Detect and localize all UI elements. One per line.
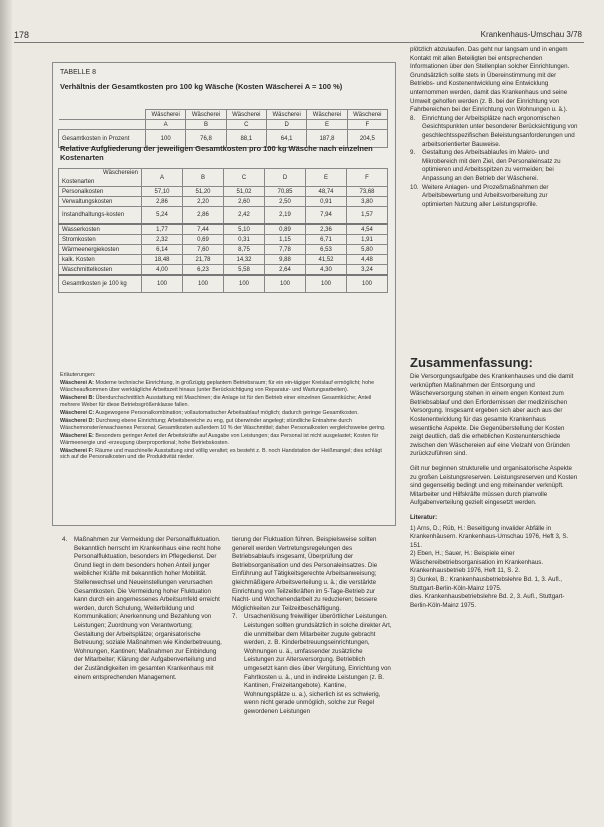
table-cell: 100 bbox=[224, 275, 265, 293]
row-label: Gesamtkosten in Prozent bbox=[59, 130, 146, 148]
table-cell: 21,78 bbox=[183, 255, 224, 265]
col-letter: F bbox=[347, 169, 388, 187]
row-label: Stromkosten bbox=[59, 235, 142, 245]
table-cell: 1,77 bbox=[142, 224, 183, 235]
item-number: 9. bbox=[410, 149, 416, 157]
legend-item-name: Wäscherei D: bbox=[60, 418, 95, 425]
summary-paragraph: Die Versorgungsaufgabe des Krankenhauses und die damit verknüpften Maßnahmen der Entsorgung und Wäscheversorgung stehen in einem engen Kontext zum Betriebsablauf und den Erfordernissen der medizinischen Versorgung. Insgesamt ergeben sich aber auch aus der Kostenentwicklung für das gesamte Krankenhaus wesentliche Aspekte. Die Gegenüberstellung der Kosten zeigt deutlich, daß die erheblichen Kostenunterschiede zwischen den Wäschereien auf eine Vielzahl von Gründen zurückzuführen sind. bbox=[410, 373, 574, 458]
table-cell: 204,5 bbox=[347, 130, 387, 148]
table-cell: 0,89 bbox=[265, 224, 306, 235]
legend-item-text: Durchweg ebene Einrichtung; Arbeitsbereiche zu eng, gut überwinder angelegt; stündliche Entnahme durch Wäschemonster/erwachsenes Personal; Gesamtkosten außerdem 10 % der Waschmittel; daher Personalkosten vergleichsweise gering. bbox=[60, 418, 386, 431]
table-cell: 48,74 bbox=[306, 187, 347, 197]
table-cell: 6,23 bbox=[183, 265, 224, 276]
table-cell: 9,88 bbox=[265, 255, 306, 265]
table2-body bbox=[59, 187, 388, 293]
right-column-text bbox=[410, 46, 578, 209]
journal-title: Krankenhaus-Umschau 3/78 bbox=[480, 30, 582, 39]
empty-cell bbox=[59, 120, 146, 130]
col-letter: D bbox=[266, 120, 306, 130]
table-cell: 2,50 bbox=[265, 197, 306, 207]
table-row bbox=[59, 265, 388, 276]
table-cell: 5,10 bbox=[224, 224, 265, 235]
table-row bbox=[59, 224, 388, 235]
table-cell: 0,31 bbox=[224, 235, 265, 245]
table-cell: 2,20 bbox=[183, 197, 224, 207]
bottom-left-column bbox=[62, 536, 222, 682]
table-cell: 2,36 bbox=[306, 224, 347, 235]
col-head: Wäscherei bbox=[307, 110, 347, 120]
item-text: Ursachenlösung freiwilliger überörtlicher Leistungen. Leistungen sollten grundsätzlich in solche direkter Art, die unmittelbar dem Mitarbeiter zugute gebracht werden, z. B. Kinderbetreuungseinrichtungen, Wohnungen u. ä., umfassender zusätzliche Leistungen zur Altersversorgung. Betrieblich umgesetzt kann dies über Vergütung, Einrichtung von Fahrtkosten u. ä., und in indirekte Leistungen (z. B. Kantinen, Freizeitangebote). Kantine, Wohnungsplätze u. a.), sicherlich ist es schwierig, wenn nicht gerade unmöglich, solche zur Regel gewordenen Leistungen bbox=[244, 613, 392, 715]
legend-item-text: Räume und maschinelle Ausstattung sind völlig veraltet; es besteht z. B. noch Handstation der Heißmangel; dies schlägt sich auf die Personalkosten und die Produktivität nieder. bbox=[60, 448, 382, 461]
table-cell: 4,00 bbox=[142, 265, 183, 276]
numbered-item bbox=[62, 536, 222, 682]
table-cell: 2,32 bbox=[142, 235, 183, 245]
table-cell: 1,57 bbox=[347, 207, 388, 225]
table-cell: 5,80 bbox=[347, 245, 388, 255]
table-cell: 2,86 bbox=[142, 197, 183, 207]
table-row bbox=[59, 187, 388, 197]
literature-entry: dies. Krankenhausbetriebslehre Bd. 2, 3. Aufl., Stuttgart-Berlin-Köln-Mainz 1975. bbox=[410, 593, 565, 609]
table-cell: 1,15 bbox=[265, 235, 306, 245]
bottom-right-column bbox=[232, 536, 392, 716]
item-text: Gestaltung des Arbeitsablaufes im Makro- und Mikrobereich mit dem Ziel, den Personaleinsatz zu optimieren und Arbeitsspitzen zu vermeiden; bei Anpassung an den Betrieb der Wäscherei. bbox=[422, 149, 561, 182]
legend-item-text: Ausgewogene Personalkombination; vollautomatischer Arbeitsablauf möglich; dadurch geringe Gesamtkosten. bbox=[95, 410, 359, 417]
item-text: Weitere Anlagen- und Prozeßmaßnahmen der Arbeitsbewertung und Arbeitsvorbereitung zur optimierten Nutzung aller Leistungsprofile. bbox=[422, 183, 549, 208]
summary-heading: Zusammenfassung: bbox=[410, 355, 533, 370]
table-cell: 51,02 bbox=[224, 187, 265, 197]
table-cell: 2,86 bbox=[183, 207, 224, 225]
corner-bottom: Kostenarten bbox=[62, 179, 95, 185]
table-cell: 57,10 bbox=[142, 187, 183, 197]
table-cell: 73,68 bbox=[347, 187, 388, 197]
legend-item-name: Wäscherei C: bbox=[60, 410, 95, 417]
legend-item-text: Moderne technische Einrichtung, in großzügig geplantem Betriebsraum; für ein ein-tägiger Kreislauf ermöglicht; hohe Wäscheaufkommen über werktägliche Arbeitszeit hinaus (unter Berücksichtigung von Reparatur- und Wartungsarbeiten). bbox=[60, 380, 375, 393]
legend-items bbox=[60, 380, 386, 460]
legend-item bbox=[60, 418, 386, 431]
table-label: TABELLE 8 bbox=[60, 69, 97, 76]
table-cell: 5,24 bbox=[142, 207, 183, 225]
row-label: Instandhaltungs-kosten bbox=[59, 207, 142, 225]
col-head: Wäscherei bbox=[347, 110, 387, 120]
legend-item-text: Überdurchschnittlich Ausstattung mit Maschinen; die Anlage ist für den Betrieb einer einzelnen Gesamtküche; Anteil mehrere Weber für diese Betriebsgrößenklasse fallen. bbox=[60, 395, 372, 408]
table-cell: 100 bbox=[265, 275, 306, 293]
literature-entry: 1) Arns, D.; Rüb, H.: Beseitigung invalider Abfälle in Krankenhäusern. Krankenhaus-Umschau 1976, Heft 3, S. 151. bbox=[410, 524, 569, 549]
literature-entry: 3) Gunkel, B.: Krankenhausbetriebslehre Bd. 1, 3. Aufl., Stuttgart-Berlin-Köln-Mainz 1975. bbox=[410, 576, 563, 592]
legend-heading: Erläuterungen: bbox=[60, 372, 96, 378]
bottom-right-items bbox=[232, 613, 392, 716]
row-label: Verwaltungskosten bbox=[59, 197, 142, 207]
row-label: Waschmittelkosten bbox=[59, 265, 142, 276]
table-cell: 5,58 bbox=[224, 265, 265, 276]
row-label: Personalkosten bbox=[59, 187, 142, 197]
numbered-item bbox=[410, 115, 578, 149]
legend-item-name: Wäscherei E: bbox=[60, 433, 94, 440]
table-row bbox=[59, 255, 388, 265]
header-rule bbox=[14, 42, 584, 43]
table-cell: 70,85 bbox=[265, 187, 306, 197]
table1-title: Verhältnis der Gesamtkosten pro 100 kg Wäsche (Kosten Wäscherei A = 100 %) bbox=[60, 82, 343, 91]
summary-body bbox=[410, 373, 578, 610]
table-cell: 100 bbox=[142, 275, 183, 293]
table-cell: 8,75 bbox=[224, 245, 265, 255]
table-cell: 1,91 bbox=[347, 235, 388, 245]
literature-entry: 2) Eben, H.; Sauer, H.: Beispiele einer Wäschereibetriebsorganisation im Krankenhaus. Krankenhausbetrieb 1976, Heft 11, S. 2. bbox=[410, 550, 544, 575]
item-text: Einrichtung der Arbeitsplätze nach ergonomischen Gesichtspunkten unter besonderer Berücksichtigung von geschlechtsspezifischen Beleistungsanforderungen und arbeitsorientierter Bauweise. bbox=[422, 114, 578, 148]
col-head: Wäscherei bbox=[266, 110, 306, 120]
numbered-item bbox=[410, 184, 578, 210]
corner-cell bbox=[59, 169, 142, 187]
total-cost-table bbox=[58, 109, 388, 148]
table-cell: 7,94 bbox=[306, 207, 347, 225]
legend-item-name: Wäscherei F: bbox=[60, 448, 94, 455]
table-cell: 0,91 bbox=[306, 197, 347, 207]
table-cell: 51,20 bbox=[183, 187, 224, 197]
table-cell: 4,54 bbox=[347, 224, 388, 235]
legend-item bbox=[60, 395, 386, 408]
table-cell: 3,24 bbox=[347, 265, 388, 276]
col-letter: E bbox=[307, 120, 347, 130]
table-cell: 0,69 bbox=[183, 235, 224, 245]
table-cell: 187,8 bbox=[307, 130, 347, 148]
table-cell: 14,32 bbox=[224, 255, 265, 265]
col-letter: F bbox=[347, 120, 387, 130]
table-cell: 7,60 bbox=[183, 245, 224, 255]
table-cell: 100 bbox=[306, 275, 347, 293]
item-number: 4. bbox=[62, 536, 68, 543]
legend-item bbox=[60, 433, 386, 446]
table-cell: 64,1 bbox=[266, 130, 306, 148]
cost-breakdown-table bbox=[58, 168, 388, 293]
legend-item bbox=[60, 448, 386, 461]
table-row bbox=[59, 207, 388, 225]
literature-heading: Literatur: bbox=[410, 513, 438, 521]
item-text: Maßnahmen zur Vermeidung der Personalfluktuation. Bekanntlich herrscht im Krankenhaus eine recht hohe Personalfluktuation, besonders im Pflegedienst. Der Grund liegt in dem besonders hohen Anteil junger weiblicher Kräfte mit bekanntlich hoher Mobilität. Stellenwechsel und Neueinstellungen verursachen Gesamtkosten. Die Vermeidung hoher Fluktuation kann durch ein angemessenes Arbeitsumfeld erreicht werden, durch Schulung, Weiterbildung und Kommunikation; Anerkennung und Bezahlung von Leistungen; Zuordnung von Verantwortung; Gestaltung der Arbeitsplätze; organisatorische Betreuung; soziale Maßnahmen wie Kinderbetreuung, Wohnungen, Kantinen; Maßnahmen zur Einbindung der Mitarbeiter; Klärung der Aufgabenverteilung und der Zuständigkeiten im gesamten Krankenhaus mit einem entsprechenden Management. bbox=[74, 536, 222, 681]
item-number: 8. bbox=[410, 114, 416, 122]
empty-cell bbox=[59, 110, 146, 120]
row-label: kalk. Kosten bbox=[59, 255, 142, 265]
right-intro: plötzlich abzulaufen. Das geht nur langsam und in engem Kontakt mit allen Beteiligten bei entsprechenden Informationen über den Stellenplan solcher Einrichtungen. Grundsätzlich sollte stets in Übereinstimmung mit der Betriebs- und Kostenentwicklung eine Entwicklung unternommen werden, damit das Krankenhaus und seine Umwelt geholfen werden (z. B. bei der Einrichtung von Fahrbereichen bei der Einrichtung von Wohnungen u. ä.). bbox=[410, 46, 570, 114]
corner-top: Wäschereien bbox=[102, 170, 138, 176]
table-cell: 6,14 bbox=[142, 245, 183, 255]
table-cell: 88,1 bbox=[226, 130, 266, 148]
col-letter: A bbox=[142, 169, 183, 187]
col-letter: C bbox=[226, 120, 266, 130]
page-number: 178 bbox=[14, 30, 30, 40]
table-cell: 7,78 bbox=[265, 245, 306, 255]
row-label: Wärmeenergiekosten bbox=[59, 245, 142, 255]
item-number: 10. bbox=[410, 183, 419, 191]
table-cell: 3,80 bbox=[347, 197, 388, 207]
legend-item bbox=[60, 410, 386, 416]
col-head: Wäscherei bbox=[186, 110, 226, 120]
table-cell: 76,8 bbox=[186, 130, 226, 148]
row-label: Gesamtkosten je 100 kg bbox=[59, 275, 142, 293]
bottom-right-intro: tierung der Fluktuation führen. Beispielsweise sollten generell werden Vertretungsregelungen des Betriebsablaufs insgesamt, Überprüfung der Betriebsorganisation und des Personaleinsatzes. Die Einführung auf Tätigkeitsgerechte Arbeitsanweisung; gleichmäßigere Arbeitsverteilung u. ä.; die verstärkte Einrichtung von Teilzeitkräften im 5-Tage-Betrieb zur Nacht- und Wochenendarbeit zu reduzieren; bessere Möglichkeiten zur Teilzeitbeschäftigung. bbox=[232, 536, 378, 612]
table2-title: Relative Aufgliederung der jeweiligen Gesamtkosten pro 100 kg Wäsche nach einzelnen Kostenarten bbox=[60, 144, 373, 162]
table-cell: 4,30 bbox=[306, 265, 347, 276]
table-cell: 2,42 bbox=[224, 207, 265, 225]
legend-item-name: Wäscherei A: bbox=[60, 380, 94, 387]
table-cell: 6,71 bbox=[306, 235, 347, 245]
item-number: 7. bbox=[232, 613, 238, 621]
col-letter: C bbox=[224, 169, 265, 187]
legend bbox=[60, 372, 386, 463]
table-cell: 2,19 bbox=[265, 207, 306, 225]
table-cell: 4,48 bbox=[347, 255, 388, 265]
col-head: Wäscherei bbox=[226, 110, 266, 120]
table-row bbox=[59, 197, 388, 207]
table-row bbox=[59, 235, 388, 245]
legend-item-text: Besonders geringer Anteil der Arbeitskräfte auf Ausgabe von Leistungen; das Personal ist nicht ausgelastet; Kosten für Wärmeenergie und -erzeugung überproportional; hohe Betriebskosten. bbox=[60, 433, 379, 446]
col-letter: B bbox=[186, 120, 226, 130]
legend-item-name: Wäscherei B: bbox=[60, 395, 95, 402]
row-label: Wasserkosten bbox=[59, 224, 142, 235]
legend-item bbox=[60, 380, 386, 393]
right-items bbox=[410, 115, 578, 210]
table-row bbox=[59, 275, 388, 293]
page-binding-shadow bbox=[0, 0, 12, 827]
col-letter: D bbox=[265, 169, 306, 187]
table-cell: 100 bbox=[146, 130, 186, 148]
table-cell: 6,53 bbox=[306, 245, 347, 255]
literature-list bbox=[410, 525, 578, 611]
summary-paragraph: Gilt nur beginnen strukturelle und organisatorische Aspekte zu großen Leistungsreserven. Leistungsreserven und Kosten sind gegenseitig bedingt und eng miteinander verknüpft. Mitarbeiter und Hilfskräfte müssen durch planvolle Aufgabenverteilung gezielt eingesetzt werden. bbox=[410, 464, 578, 507]
col-letter: E bbox=[306, 169, 347, 187]
numbered-item bbox=[410, 149, 578, 183]
table-cell: 18,48 bbox=[142, 255, 183, 265]
table-cell: 2,64 bbox=[265, 265, 306, 276]
bottom-left-items bbox=[62, 536, 222, 682]
table-cell: 41,52 bbox=[306, 255, 347, 265]
col-letter: B bbox=[183, 169, 224, 187]
table-row bbox=[59, 245, 388, 255]
table-cell: 100 bbox=[183, 275, 224, 293]
numbered-item bbox=[232, 613, 392, 716]
col-letter: A bbox=[146, 120, 186, 130]
col-head: Wäscherei bbox=[146, 110, 186, 120]
table-cell: 7,44 bbox=[183, 224, 224, 235]
table-cell: 2,60 bbox=[224, 197, 265, 207]
table-cell: 100 bbox=[347, 275, 388, 293]
